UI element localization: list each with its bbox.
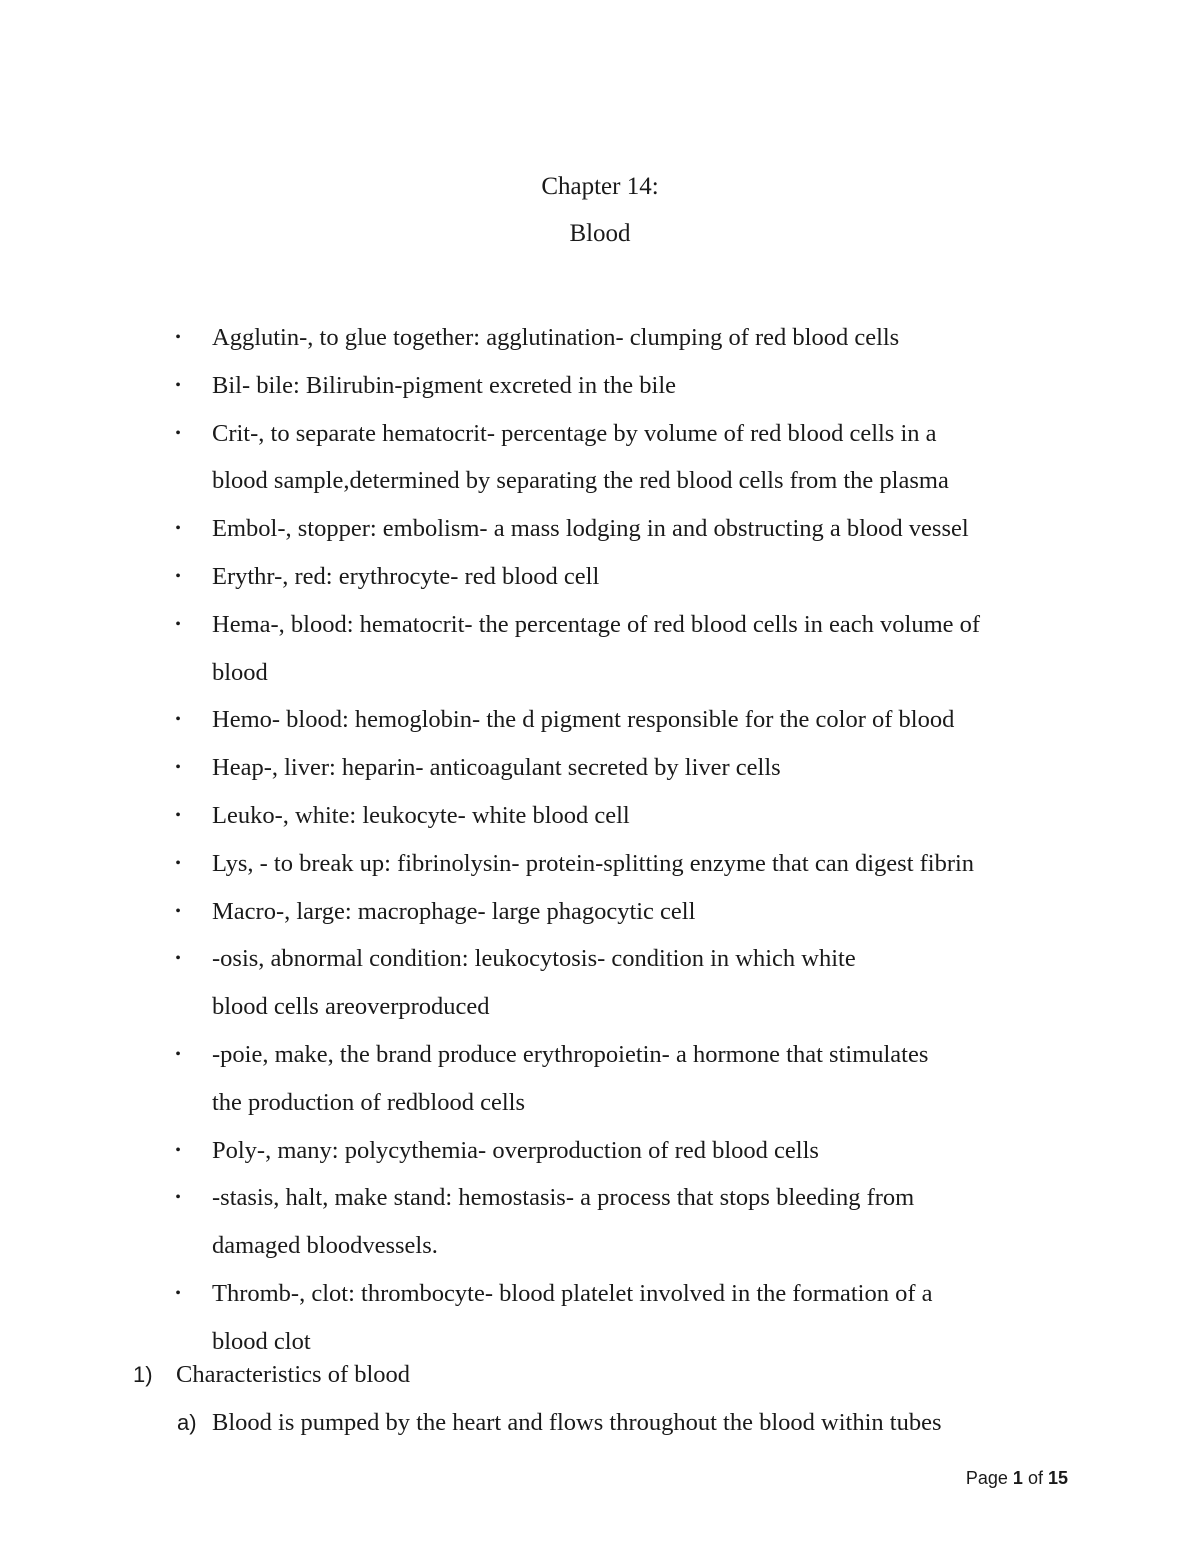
item-text: Blood is pumped by the heart and flows throughout the blood within tubes (212, 1408, 942, 1436)
glossary-item (172, 696, 1092, 744)
glossary-text: Heap-, liver: heparin- anticoagulant secreted by liver cells (212, 754, 781, 782)
glossary-item (172, 1031, 1092, 1127)
glossary-text: Thromb-, clot: thrombocyte- blood platelet involved in the formation of a blood clot (212, 1279, 933, 1355)
glossary-item (172, 314, 1092, 362)
glossary-item (172, 840, 1092, 888)
page-number: 1 (1012, 1468, 1023, 1488)
glossary-list (172, 314, 1092, 1366)
glossary-item (172, 362, 1092, 410)
glossary-item (172, 888, 1092, 936)
glossary-text: -stasis, halt, make stand: hemostasis- a process that stops bleeding from damaged bloodvessels. (212, 1184, 915, 1260)
of-label: of (1027, 1468, 1043, 1488)
glossary-item (172, 505, 1092, 553)
glossary-text: -osis, abnormal condition: leukocytosis- condition in which white blood cells areoverproduced (212, 945, 856, 1021)
bullet-icon: • (175, 329, 181, 346)
outline-section (133, 1351, 1093, 1399)
glossary-text: Agglutin-, to glue together: agglutination- clumping of red blood cells (212, 324, 900, 351)
bullet-icon: • (175, 1189, 181, 1207)
outline-item (133, 1399, 1093, 1447)
chapter-subject: Blood (569, 220, 631, 247)
glossary-item (172, 601, 1092, 697)
page-label: Page (965, 1468, 1008, 1488)
bullet-icon: • (175, 1284, 181, 1302)
glossary-item (172, 1174, 1092, 1270)
item-marker: a) (177, 1409, 197, 1435)
bullet-icon: • (175, 376, 181, 394)
glossary-item (172, 553, 1092, 601)
glossary-text: Hemo- blood: hemoglobin- the d pigment responsible for the color of blood (212, 706, 955, 734)
bullet-icon: • (175, 759, 181, 777)
chapter-title: Chapter 14: (541, 173, 659, 200)
bullet-icon: • (175, 520, 181, 538)
glossary-item (172, 410, 1092, 506)
glossary-text: Embol-, stopper: embolism- a mass lodging in and obstructing a blood vessel (212, 515, 969, 543)
bullet-icon: • (175, 1141, 181, 1159)
glossary-text: Bil- bile: Bilirubin-pigment excreted in the bile (212, 371, 677, 399)
glossary-item (172, 935, 1092, 1031)
bullet-icon: • (175, 806, 181, 824)
glossary-text: Poly-, many: polycythemia- overproduction of red blood cells (212, 1136, 819, 1164)
glossary-text: Lys, - to break up: fibrinolysin- protein-splitting enzyme that can digest fibrin (212, 849, 975, 877)
glossary-text: Leuko-, white: leukocyte- white blood cell (212, 801, 630, 829)
glossary-text: Crit-, to separate hematocrit- percentage by volume of red blood cells in a blood sample,determined by separating the red blood cells from the plasma (212, 419, 949, 495)
section-title: Characteristics of blood (176, 1361, 411, 1388)
bullet-icon: • (175, 902, 181, 920)
bullet-icon: • (175, 711, 181, 729)
bullet-icon: • (175, 424, 181, 442)
page-footer (966, 1466, 1068, 1490)
outline (133, 1351, 1093, 1447)
glossary-text: Macro-, large: macrophage- large phagocytic cell (212, 897, 696, 925)
bullet-icon: • (175, 615, 181, 633)
glossary-text: -poie, make, the brand produce erythropoietin- a hormone that stimulates the production of redblood cells (212, 1040, 929, 1116)
glossary-text: Erythr-, red: erythrocyte- red blood cell (212, 562, 600, 590)
section-marker: 1) (133, 1362, 153, 1387)
bullet-icon: • (175, 950, 181, 968)
glossary-item (172, 744, 1092, 792)
glossary-item (172, 792, 1092, 840)
bullet-icon: • (175, 1045, 181, 1063)
glossary-item (172, 1127, 1092, 1175)
bullet-icon: • (175, 854, 181, 872)
page-total: 15 (1047, 1468, 1068, 1488)
glossary-text: Hema-, blood: hematocrit- the percentage of red blood cells in each volume of blood (212, 610, 981, 686)
bullet-icon: • (175, 567, 181, 585)
